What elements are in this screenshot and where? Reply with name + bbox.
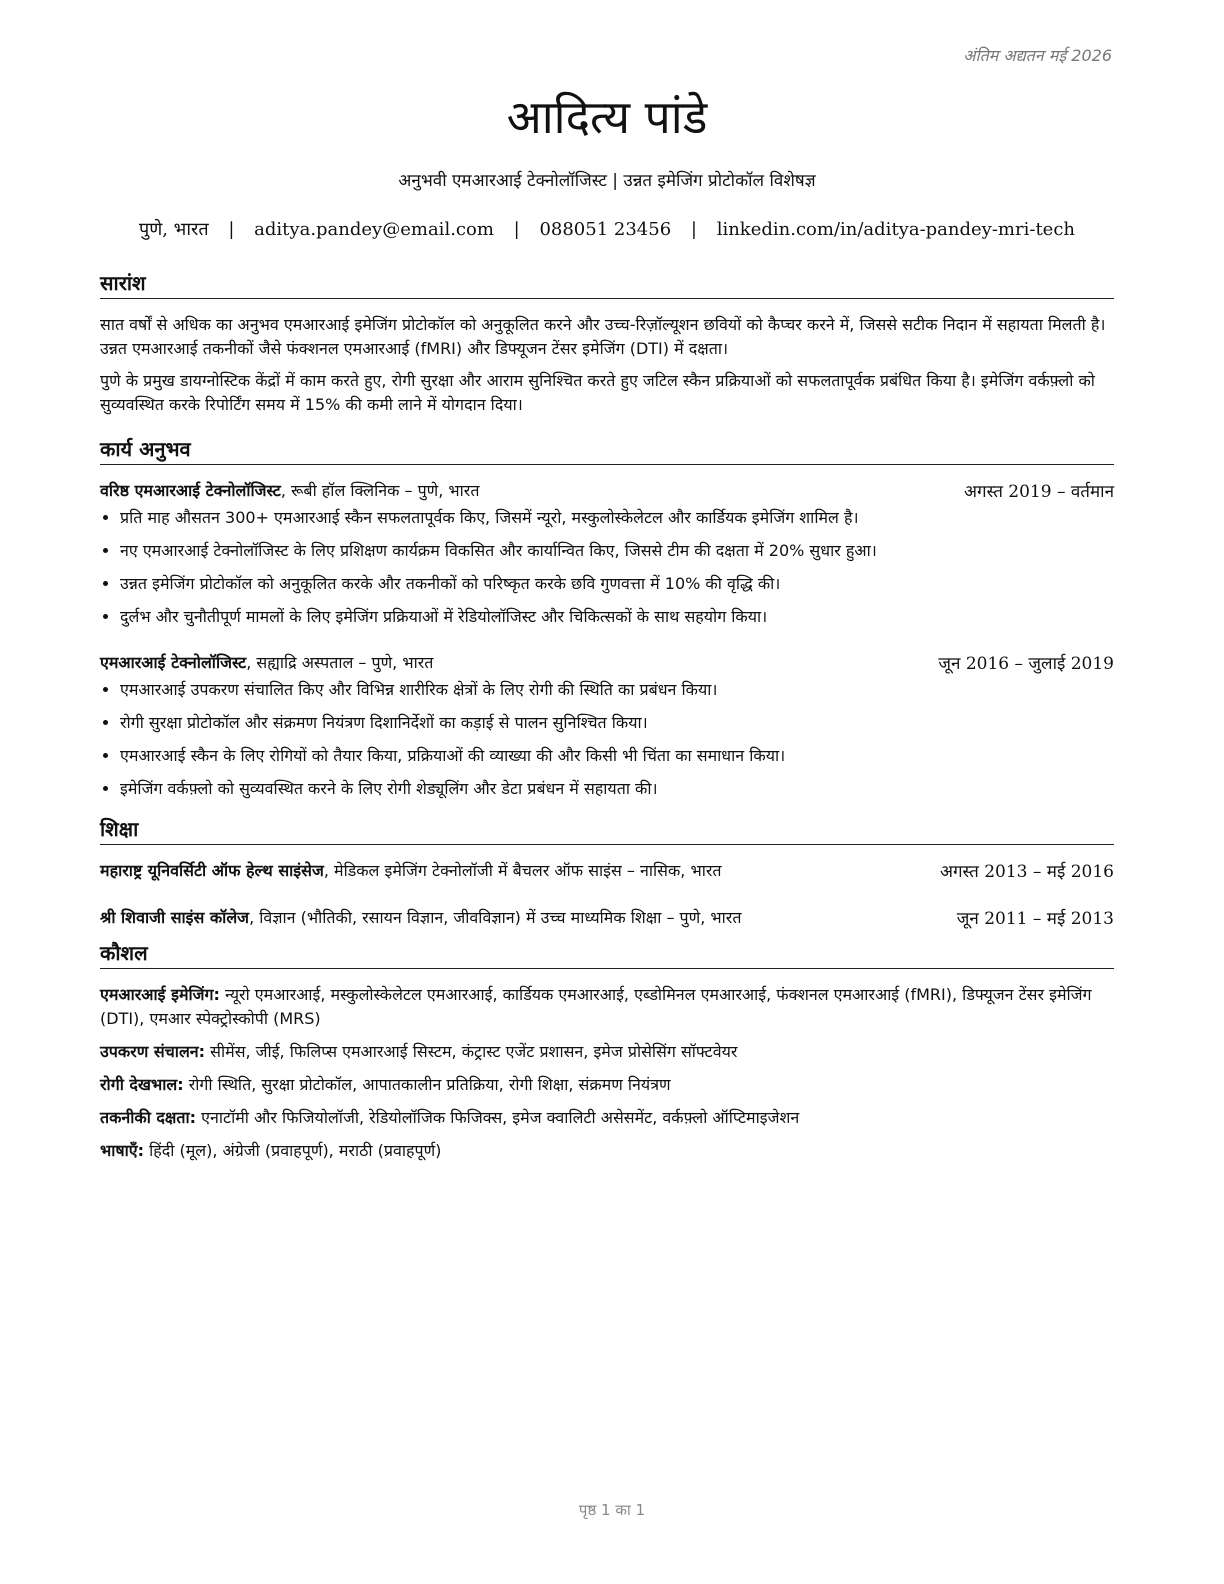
- skill-value: सीमेंस, जीई, फिलिप्स एमआरआई सिस्टम, कंट्रास्ट एजेंट प्रशासन, इमेज प्रोसेसिंग सॉफ्टवेयर: [205, 1042, 738, 1061]
- skill-row: [100, 1040, 1114, 1064]
- education-text: [100, 906, 741, 929]
- job-bullet: • एमआरआई उपकरण संचालित किए और विभिन्न शारीरिक क्षेत्रों के लिए रोगी की स्थिति का प्रबंधन किया।: [120, 678, 1114, 702]
- job-title-line: [100, 479, 479, 502]
- skill-label: उपकरण संचालन:: [100, 1042, 206, 1061]
- section-title-experience: कार्य अनुभव: [100, 435, 1114, 465]
- job-bullets: [100, 506, 1114, 629]
- education-text: [100, 859, 722, 882]
- contact-phone: 088051 23456: [539, 219, 672, 240]
- job-bullet: • उन्नत इमेजिंग प्रोटोकॉल को अनुकूलित करके और तकनीकों को परिष्कृत करके छवि गुणवत्ता में 10% की वृद्धि की।: [120, 572, 1114, 596]
- job-title-line: [100, 651, 433, 674]
- section-title-summary: सारांश: [100, 269, 1114, 299]
- contact-separator: |: [513, 219, 520, 240]
- education-school: महाराष्ट्र यूनिवर्सिटी ऑफ हेल्थ साइंसेज: [100, 861, 324, 880]
- page-number: पृष्ठ 1 का 1: [578, 1501, 646, 1519]
- contact-email[interactable]: aditya.pandey@email.com: [254, 219, 494, 240]
- skill-value: न्यूरो एमआरआई, मस्कुलोस्केलेटल एमआरआई, कार्डियक एमआरआई, एब्डोमिनल एमआरआई, फंक्शनल एमआरआई (fMRI), डिफ्यूजन टेंसर इमेजिंग (DTI), एमआर स्पेक्ट्रोस्कोपी (MRS): [100, 985, 1092, 1028]
- contact-location: पुणे, भारत: [139, 219, 209, 240]
- skill-label: तकनीकी दक्षता:: [100, 1108, 197, 1127]
- skill-value: एनाटॉमी और फिजियोलॉजी, रेडियोलॉजिक फिजिक्स, इमेज क्वालिटी असेसमेंट, वर्कफ़्लो ऑप्टिमाइजेशन: [196, 1108, 800, 1127]
- job-bullets: [100, 678, 1114, 801]
- education-date: अगस्त 2013 – मई 2016: [939, 862, 1114, 882]
- skill-label: एमआरआई इमेजिंग:: [100, 985, 220, 1004]
- skill-row: [100, 1106, 1114, 1130]
- skill-value: हिंदी (मूल), अंग्रेजी (प्रवाहपूर्ण), मराठी (प्रवाहपूर्ण): [144, 1141, 442, 1160]
- tagline: अनुभवी एमआरआई टेक्नोलॉजिस्ट | उन्नत इमेजिंग प्रोटोकॉल विशेषज्ञ: [398, 171, 816, 191]
- skill-row: [100, 983, 1114, 1031]
- job-bullet: • इमेजिंग वर्कफ़्लो को सुव्यवस्थित करने के लिए रोगी शेड्यूलिंग और डेटा प्रबंधन में सहायता की।: [120, 777, 1114, 801]
- job-role: वरिष्ठ एमआरआई टेक्नोलॉजिस्ट: [100, 481, 281, 500]
- skill-row: [100, 1073, 1114, 1097]
- summary-paragraph: सात वर्षों से अधिक का अनुभव एमआरआई इमेजिंग प्रोटोकॉल को अनुकूलित करने और उच्च-रिज़ॉल्यूशन छवियों को कैप्चर करने में, जिससे सटीक निदान में सहायता मिलती है। उन्नत एमआरआई तकनीकों जैसे फंक्शनल एमआरआई (fMRI) और डिफ्यूजन टेंसर इमेजिंग (DTI) में दक्षता।: [100, 315, 1106, 358]
- job-date: अगस्त 2019 – वर्तमान: [964, 482, 1114, 502]
- skill-value: रोगी स्थिति, सुरक्षा प्रोटोकॉल, आपातकालीन प्रतिक्रिया, रोगी शिक्षा, संक्रमण नियंत्रण: [183, 1075, 671, 1094]
- section-title-education: शिक्षा: [100, 815, 1114, 845]
- job-role: एमआरआई टेक्नोलॉजिस्ट: [100, 653, 247, 672]
- contact-separator: |: [690, 219, 697, 240]
- section-title-skills: कौशल: [100, 939, 1114, 969]
- job-header: [100, 651, 1114, 674]
- education-date: जून 2011 – मई 2013: [956, 909, 1114, 929]
- education-detail: , मेडिकल इमेजिंग टेक्नोलॉजी में बैचलर ऑफ साइंस – नासिक, भारत: [323, 861, 722, 880]
- job-bullet: • रोगी सुरक्षा प्रोटोकॉल और संक्रमण नियंत्रण दिशानिर्देशों का कड़ाई से पालन सुनिश्चित किया।: [120, 711, 1114, 735]
- job-place: , सह्याद्रि अस्पताल – पुणे, भारत: [246, 653, 434, 672]
- job-header: [100, 479, 1114, 502]
- contact-linkedin[interactable]: linkedin.com/in/aditya-pandey-mri-tech: [716, 219, 1075, 240]
- job-bullet: • दुर्लभ और चुनौतीपूर्ण मामलों के लिए इमेजिंग प्रक्रियाओं में रेडियोलॉजिस्ट और चिकित्सकों के साथ सहयोग किया।: [120, 605, 1114, 629]
- skill-label: रोगी देखभाल:: [100, 1075, 184, 1094]
- summary-paragraph: पुणे के प्रमुख डायग्नोस्टिक केंद्रों में काम करते हुए, रोगी सुरक्षा और आराम सुनिश्चित करते हुए जटिल स्कैन प्रक्रियाओं को सफलतापूर्वक प्रबंधित किया है। इमेजिंग वर्कफ़्लो को सुव्यवस्थित करके रिपोर्टिंग समय में 15% की कमी लाने में योगदान दिया।: [100, 371, 1095, 414]
- education-item: [100, 906, 1114, 929]
- skill-row: [100, 1139, 1114, 1163]
- contact-separator: |: [228, 219, 235, 240]
- candidate-name: आदित्य पांडे: [506, 90, 708, 144]
- job-place: , रूबी हॉल क्लिनिक – पुणे, भारत: [280, 481, 480, 500]
- job-bullet: • एमआरआई स्कैन के लिए रोगियों को तैयार किया, प्रक्रियाओं की व्याख्या की और किसी भी चिंता का समाधान किया।: [120, 744, 1114, 768]
- contact-line: [100, 217, 1114, 241]
- job-bullet: • नए एमआरआई टेक्नोलॉजिस्ट के लिए प्रशिक्षण कार्यक्रम विकसित और कार्यान्वित किए, जिससे टीम की दक्षता में 20% सुधार हुआ।: [120, 539, 1114, 563]
- skill-label: भाषाएँ:: [100, 1141, 145, 1160]
- education-detail: , विज्ञान (भौतिकी, रसायन विज्ञान, जीवविज्ञान) में उच्च माध्यमिक शिक्षा – पुणे, भारत: [249, 908, 742, 927]
- job-date: जून 2016 – जुलाई 2019: [938, 654, 1114, 674]
- job-bullet: • प्रति माह औसतन 300+ एमआरआई स्कैन सफलतापूर्वक किए, जिसमें न्यूरो, मस्कुलोस्केलेटल और कार्डियक इमेजिंग शामिल है।: [120, 506, 1114, 530]
- education-item: [100, 859, 1114, 882]
- education-school: श्री शिवाजी साइंस कॉलेज: [100, 908, 250, 927]
- last-updated: अंतिम अद्यतन मई 2026: [963, 46, 1112, 65]
